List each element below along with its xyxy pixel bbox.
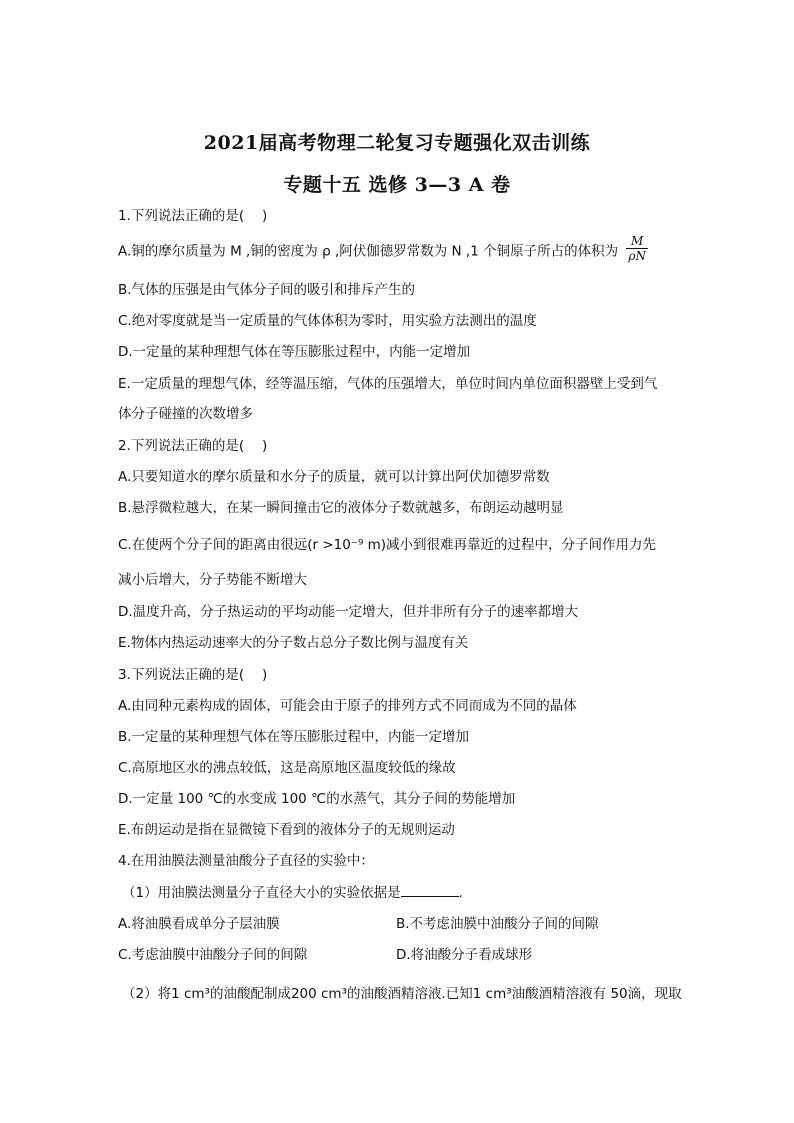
q3-option-b: B.一定量的某种理想气体在等压膨胀过程中，内能一定增加: [118, 729, 470, 745]
q2-option-c-line1: C.在使两个分子间的距离由很远(r >10⁻⁹ m)减小到很难再靠近的过程中，分子间作用力先: [118, 537, 657, 553]
q2-option-d: D.温度升高，分子热运动的平均动能一定增大，但并非所有分子的速率都增大: [118, 604, 579, 620]
q3-option-c: C.高原地区水的沸点较低，这是高原地区温度较低的缘故: [118, 760, 456, 776]
q1-option-a-fraction: [626, 234, 648, 263]
q2-stem: 2.下列说法正确的是( ): [118, 438, 268, 454]
q1-option-a-text: A.铜的摩尔质量为 M ,铜的密度为 ρ ,阿伏伽德罗常数为 N ,1 个铜原子所占的体积为: [118, 243, 619, 260]
q1-stem: 1.下列说法正确的是( ): [118, 208, 268, 224]
q2-option-e: E.物体内热运动速率大的分子数占总分子数比例与温度有关: [118, 635, 469, 651]
answer-blank: [401, 884, 459, 897]
page-subtitle: 专题十五 选修 3—3 A 卷: [283, 174, 511, 196]
q2-option-b: B.悬浮微粒越大，在某一瞬间撞击它的液体分子数就越多，布朗运动越明显: [118, 500, 564, 516]
fraction-numerator: M: [626, 234, 648, 249]
q1-option-c: C.绝对零度就是当一定质量的气体体积为零时，用实验方法测出的温度: [118, 313, 537, 329]
q1-option-d: D.一定量的某种理想气体在等压膨胀过程中，内能一定增加: [118, 344, 471, 360]
q4-stem: 4.在用油膜法测量油酸分子直径的实验中：: [118, 853, 374, 869]
q4-option-c: C.考虑油膜中油酸分子间的间隙: [118, 947, 308, 963]
q4-part1-text: （1）用油膜法测量分子直径大小的实验依据是: [122, 885, 401, 901]
q1-option-e-line1: E.一定质量的理想气体，经等温压缩，气体的压强增大，单位时间内单位面积器壁上受到气: [118, 376, 658, 392]
q3-option-a: A.由同种元素构成的固体，可能会由于原子的排列方式不同而成为不同的晶体: [118, 698, 577, 714]
q1-option-e-line2: 体分子碰撞的次数增多: [118, 406, 253, 422]
q3-option-d: D.一定量 100 ℃的水变成 100 ℃的水蒸气，其分子间的势能增加: [118, 791, 516, 807]
q4-option-d: D.将油酸分子看成球形: [396, 947, 533, 963]
q4-part1: [122, 884, 463, 902]
q2-option-c-line2: 减小后增大，分子势能不断增大: [118, 572, 307, 588]
q1-option-b: B.气体的压强是由气体分子间的吸引和排斥产生的: [118, 282, 416, 298]
q4-part1-end: .: [458, 885, 463, 901]
q2-option-a: A.只要知道水的摩尔质量和水分子的质量，就可以计算出阿伏加德罗常数: [118, 469, 550, 485]
q1-option-a: [118, 234, 648, 263]
q4-part2: （2）将1 cm³的油酸配制成200 cm³的油酸酒精溶液.已知1 cm³油酸酒精溶液有 50滴，现取: [122, 986, 682, 1002]
q4-option-a: A.将油膜看成单分子层油膜: [118, 916, 280, 932]
q3-option-e: E.布朗运动是指在显微镜下看到的液体分子的无规则运动: [118, 822, 455, 838]
q3-stem: 3.下列说法正确的是( ): [118, 667, 268, 683]
page-title: 2021届高考物理二轮复习专题强化双击训练: [203, 132, 591, 154]
fraction-denominator: ρN: [628, 249, 646, 263]
q4-option-b: B.不考虑油膜中油酸分子间的间隙: [396, 916, 599, 932]
